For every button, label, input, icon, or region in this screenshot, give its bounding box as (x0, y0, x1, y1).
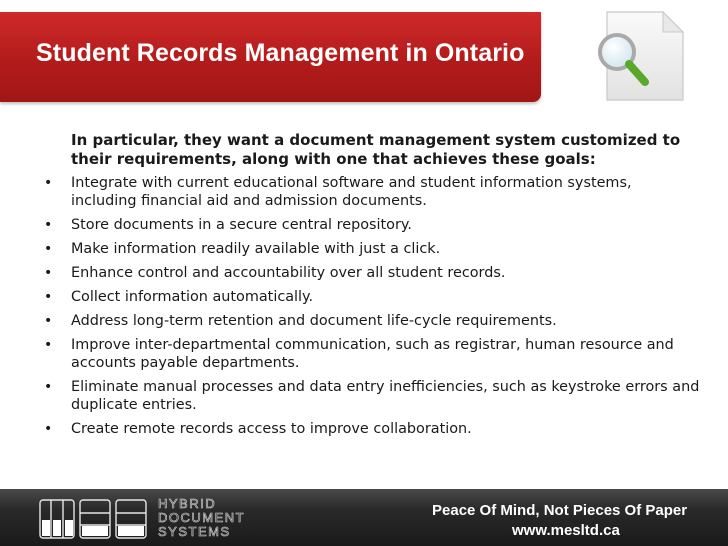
mes-logo (38, 496, 150, 542)
list-item-text: Create remote records access to improve collaboration. (71, 421, 472, 437)
list-item-text: Collect information automatically. (71, 289, 314, 305)
list-item-text: Enhance control and accountability over all student records. (71, 265, 506, 281)
logo-line: SYSTEMS (158, 524, 231, 539)
slide-body (40, 131, 700, 444)
logo-line: DOCUMENT (158, 510, 246, 525)
list-item-text: Improve inter-departmental communication, such as registrar, human resource and accounts payable departments. (71, 337, 674, 371)
footer-tagline: Peace Of Mind, Not Pieces Of Paper (432, 502, 688, 519)
list-item-text: Integrate with current educational software and student information systems, including financial aid and admission documents. (71, 175, 632, 209)
company-name-logo (158, 497, 245, 539)
bullet-icon: • (44, 241, 53, 257)
list-item (40, 420, 700, 438)
list-item-text: Store documents in a secure central repository. (71, 217, 412, 233)
list-item (40, 336, 700, 372)
logo-line: HYBRID (158, 496, 217, 511)
list-item (40, 378, 700, 414)
bullet-icon: • (44, 217, 53, 233)
bullet-icon: • (44, 289, 53, 305)
list-item (40, 288, 700, 306)
list-item (40, 312, 700, 330)
list-item (40, 174, 700, 210)
slide-title: Student Records Management in Ontario (36, 39, 525, 67)
list-item (40, 216, 700, 234)
list-item-text: Make information readily available with just a click. (71, 241, 441, 257)
website-link[interactable]: www.mesltd.ca (512, 522, 620, 539)
list-item (40, 264, 700, 282)
list-item-text: Address long-term retention and document life-cycle requirements. (71, 313, 557, 329)
goals-list (40, 174, 700, 438)
bullet-icon: • (44, 421, 53, 437)
bullet-icon: • (44, 313, 53, 329)
list-item-text: Eliminate manual processes and data entry inefficiencies, such as keystroke errors and duplicate entries. (71, 379, 700, 413)
bullet-icon: • (44, 265, 53, 281)
bullet-icon: • (44, 175, 53, 191)
bullet-icon: • (44, 337, 53, 353)
bullet-icon: • (44, 379, 53, 395)
intro-text: In particular, they want a document management system customized to their requirements, along with one that achieves these goals: (71, 131, 681, 168)
title-banner (0, 12, 541, 102)
document-search-icon (583, 8, 691, 104)
list-item (40, 240, 700, 258)
